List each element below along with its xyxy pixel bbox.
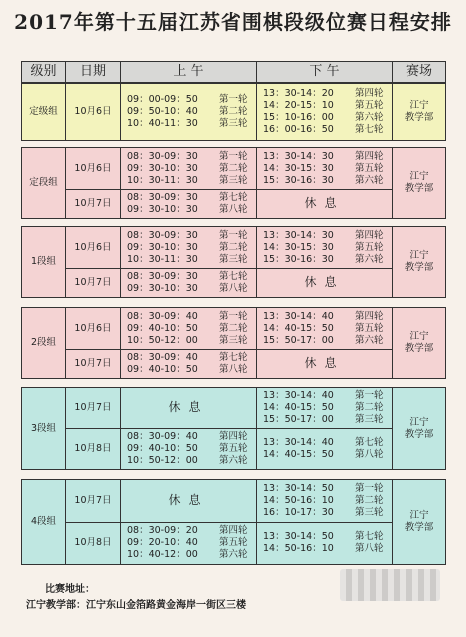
pm-schedule-cell: [257, 84, 393, 141]
round-slot: [127, 242, 256, 254]
address-label: 比赛地址：: [45, 584, 95, 595]
group-name: 定级组: [22, 84, 66, 141]
am-schedule-cell: [121, 190, 257, 219]
round-slot: [263, 88, 392, 100]
venue-name: 江宁 教学部: [393, 84, 446, 141]
group-block-4: [21, 307, 445, 379]
rest-label: 休息: [304, 356, 345, 371]
round-slot: [127, 94, 256, 106]
pm-schedule-cell: [257, 480, 393, 523]
group-name: 1段组: [22, 227, 66, 298]
round-slot: [263, 124, 392, 136]
round-time: 09：50-10：40: [127, 106, 198, 117]
round-label: 第七轮: [219, 352, 248, 364]
round-time: 09：30-10：30: [127, 241, 198, 253]
round-slot: [127, 271, 256, 283]
rest-label: 休息: [168, 400, 209, 414]
header-date: 日期: [66, 62, 121, 83]
round-slot: [127, 254, 256, 266]
group-block-2: [21, 147, 445, 219]
round-time: 13：30-14：30: [263, 150, 334, 162]
round-time: 13：30-14：40: [263, 390, 334, 401]
round-slot: [127, 230, 256, 242]
round-time: 13：30-14：40: [263, 437, 334, 448]
schedule-row: [22, 148, 446, 190]
round-time: 10：40-12：00: [127, 549, 198, 561]
round-slot: [263, 311, 392, 323]
round-slot: [127, 163, 256, 175]
schedule-row: [22, 480, 446, 523]
venue-name: 江宁 教学部: [393, 308, 446, 379]
schedule-row: [22, 388, 446, 429]
round-time: 14：40-15：50: [263, 322, 334, 334]
round-slot: [263, 242, 392, 254]
day-date: 10月7日: [66, 350, 121, 379]
round-slot: [127, 311, 256, 323]
round-slot: [127, 525, 256, 537]
round-label: 第四轮: [355, 88, 384, 99]
round-label: 第四轮: [355, 150, 384, 162]
day-date: 10月7日: [66, 190, 121, 219]
round-slot: [263, 230, 392, 242]
round-time: 14：30-15：30: [263, 241, 334, 253]
round-label: 第六轮: [219, 549, 248, 561]
round-slot: [263, 163, 392, 175]
pm-schedule-cell: [257, 350, 393, 379]
group-name: 2段组: [22, 308, 66, 379]
round-time: 16：00-16：50: [263, 124, 334, 135]
round-slot: [127, 335, 256, 347]
round-label: 第五轮: [355, 241, 384, 253]
day-date: 10月7日: [66, 269, 121, 298]
round-time: 10：50-12：00: [127, 455, 198, 466]
round-time: 13：30-14：40: [263, 310, 334, 322]
round-slot: [127, 549, 256, 561]
pm-schedule-cell: [257, 148, 393, 190]
header-venue: 赛场: [393, 62, 446, 83]
page-title: 2017年第十五届江苏省围棋段级位赛日程安排: [14, 10, 452, 34]
group-block-3: [21, 226, 445, 298]
rest-label: 休息: [168, 492, 209, 507]
round-label: 第四轮: [219, 525, 248, 537]
round-label: 第三轮: [219, 174, 248, 186]
pm-schedule-cell: [257, 429, 393, 470]
pm-schedule-cell: [257, 269, 393, 298]
round-label: 第七轮: [355, 124, 384, 135]
round-time: 14：50-16：10: [263, 543, 334, 555]
round-label: 第一轮: [355, 482, 384, 494]
day-date: 10月7日: [66, 388, 121, 429]
round-label: 第六轮: [355, 334, 384, 346]
schedule-row: [22, 190, 446, 219]
round-slot: [263, 531, 392, 543]
round-label: 第一轮: [219, 310, 248, 322]
round-slot: [263, 175, 392, 187]
round-time: 16：10-17：30: [263, 506, 334, 518]
round-slot: [127, 204, 256, 216]
round-slot: [263, 335, 392, 347]
round-label: 第一轮: [219, 229, 248, 241]
pm-schedule-cell: [257, 227, 393, 269]
round-label: 第八轮: [219, 204, 248, 216]
round-time: 14：20-15：10: [263, 100, 334, 111]
round-slot: [127, 106, 256, 118]
round-time: 10：40-11：30: [127, 118, 198, 129]
round-label: 第二轮: [219, 241, 248, 253]
round-time: 09：30-10：30: [127, 283, 198, 295]
round-time: 13：30-14：30: [263, 229, 334, 241]
round-time: 08：30-09：40: [127, 352, 198, 364]
group-name: 定段组: [22, 148, 66, 219]
round-time: 08：30-09：30: [127, 229, 198, 241]
round-slot: [127, 192, 256, 204]
round-slot: [127, 431, 256, 443]
day-date: 10月6日: [66, 84, 121, 141]
round-label: 第六轮: [219, 455, 248, 466]
round-label: 第五轮: [355, 322, 384, 334]
round-label: 第六轮: [355, 253, 384, 265]
schedule-header: [21, 61, 445, 83]
round-label: 第一轮: [219, 94, 248, 105]
round-label: 第一轮: [219, 150, 248, 162]
round-label: 第二轮: [355, 402, 384, 413]
round-slot: [127, 537, 256, 549]
round-label: 第八轮: [355, 543, 384, 555]
round-time: 08：30-09：40: [127, 310, 198, 322]
round-label: 第三轮: [219, 118, 248, 129]
round-slot: [127, 151, 256, 163]
day-date: 10月6日: [66, 148, 121, 190]
round-label: 第五轮: [355, 100, 384, 111]
am-schedule-cell: [121, 84, 257, 141]
am-schedule-cell: [121, 308, 257, 350]
round-time: 15：10-16：00: [263, 112, 334, 123]
round-time: 13：30-14：20: [263, 88, 334, 99]
round-label: 第二轮: [219, 162, 248, 174]
round-slot: [263, 254, 392, 266]
round-time: 08：30-09：40: [127, 431, 198, 442]
round-slot: [263, 100, 392, 112]
round-slot: [127, 283, 256, 295]
schedule-row: [22, 84, 446, 141]
round-label: 第六轮: [355, 112, 384, 123]
round-label: 第八轮: [355, 449, 384, 460]
rest-label: 休息: [304, 275, 345, 290]
round-label: 第四轮: [219, 431, 248, 442]
round-time: 14：40-15：50: [263, 449, 334, 460]
day-date: 10月6日: [66, 308, 121, 350]
round-time: 09：30-10：30: [127, 162, 198, 174]
schedule-row: [22, 429, 446, 470]
group-block-6: [21, 479, 445, 565]
round-time: 10：50-12：00: [127, 334, 198, 346]
round-time: 14：30-15：30: [263, 162, 334, 174]
schedule-row: [22, 350, 446, 379]
round-time: 13：30-14：50: [263, 531, 334, 543]
round-time: 08：30-09：30: [127, 150, 198, 162]
am-schedule-cell: [121, 522, 257, 565]
am-schedule-cell: [121, 148, 257, 190]
am-schedule-cell: [121, 429, 257, 470]
round-label: 第五轮: [219, 443, 248, 454]
venue-name: 江宁 教学部: [393, 480, 446, 565]
round-time: 08：30-09：20: [127, 525, 198, 537]
schedule-row: [22, 308, 446, 350]
group-name: 4段组: [22, 480, 66, 565]
day-date: 10月8日: [66, 429, 121, 470]
round-time: 15：30-16：30: [263, 174, 334, 186]
round-time: 09：40-10：50: [127, 443, 198, 454]
round-slot: [263, 151, 392, 163]
round-label: 第七轮: [355, 437, 384, 448]
day-date: 10月7日: [66, 480, 121, 523]
round-label: 第六轮: [355, 174, 384, 186]
pm-schedule-cell: [257, 388, 393, 429]
round-slot: [127, 118, 256, 130]
schedule-row: [22, 522, 446, 565]
am-schedule-cell: [121, 350, 257, 379]
round-time: 15：50-17：00: [263, 334, 334, 346]
round-slot: [127, 352, 256, 364]
am-schedule-cell: [121, 227, 257, 269]
blurred-watermark: [340, 569, 440, 601]
pm-schedule-cell: [257, 190, 393, 219]
round-slot: [263, 437, 392, 449]
round-time: 10：30-11：30: [127, 253, 198, 265]
round-label: 第三轮: [355, 506, 384, 518]
round-time: 09：20-10：40: [127, 537, 198, 549]
schedule-row: [22, 227, 446, 269]
round-time: 10：30-11：30: [127, 174, 198, 186]
round-label: 第五轮: [355, 162, 384, 174]
rest-label: 休息: [304, 196, 345, 211]
round-slot: [263, 323, 392, 335]
round-label: 第四轮: [355, 310, 384, 322]
venue-name: 江宁 教学部: [393, 148, 446, 219]
round-label: 第二轮: [355, 494, 384, 506]
round-time: 09：40-10：50: [127, 322, 198, 334]
round-time: 09：30-10：30: [127, 204, 198, 216]
day-date: 10月8日: [66, 522, 121, 565]
round-label: 第二轮: [219, 106, 248, 117]
round-label: 第五轮: [219, 537, 248, 549]
round-slot: [127, 364, 256, 376]
round-time: 14：50-16：10: [263, 494, 334, 506]
day-date: 10月6日: [66, 227, 121, 269]
pm-schedule-cell: [257, 308, 393, 350]
round-slot: [263, 390, 392, 402]
round-slot: [127, 455, 256, 467]
am-schedule-cell: [121, 269, 257, 298]
round-time: 09：40-10：50: [127, 364, 198, 376]
round-slot: [263, 483, 392, 495]
round-slot: [263, 449, 392, 461]
round-time: 15：30-16：30: [263, 253, 334, 265]
header-am: 上 午: [121, 62, 257, 83]
round-slot: [263, 507, 392, 519]
round-slot: [263, 112, 392, 124]
round-time: 08：30-09：30: [127, 192, 198, 204]
round-time: 09：00-09：50: [127, 94, 198, 105]
schedule-row: [22, 269, 446, 298]
round-slot: [127, 323, 256, 335]
round-label: 第四轮: [355, 229, 384, 241]
round-slot: [263, 402, 392, 414]
group-block-5: [21, 387, 445, 470]
am-schedule-cell: [121, 388, 257, 429]
round-label: 第七轮: [219, 192, 248, 204]
venue-name: 江宁 教学部: [393, 388, 446, 470]
header-pm: 下 午: [257, 62, 393, 83]
header-level: 级别: [22, 62, 66, 83]
round-label: 第七轮: [355, 531, 384, 543]
pm-schedule-cell: [257, 522, 393, 565]
group-name: 3段组: [22, 388, 66, 470]
am-schedule-cell: [121, 480, 257, 523]
round-time: 15：50-17：00: [263, 414, 334, 425]
round-slot: [263, 495, 392, 507]
round-slot: [127, 443, 256, 455]
round-label: 第三轮: [219, 253, 248, 265]
address-text: 江宁教学部：江宁东山金箔路黄金海岸一街区三楼: [26, 600, 246, 611]
round-time: 13：30-14：50: [263, 482, 334, 494]
group-block-1: [21, 83, 445, 141]
round-label: 第三轮: [355, 414, 384, 425]
round-slot: [263, 543, 392, 555]
round-label: 第八轮: [219, 364, 248, 376]
round-label: 第一轮: [355, 390, 384, 401]
venue-name: 江宁 教学部: [393, 227, 446, 298]
round-label: 第三轮: [219, 334, 248, 346]
round-label: 第二轮: [219, 322, 248, 334]
round-time: 14：40-15：50: [263, 402, 334, 413]
round-slot: [127, 175, 256, 187]
round-label: 第七轮: [219, 271, 248, 283]
round-slot: [263, 414, 392, 426]
round-time: 08：30-09：30: [127, 271, 198, 283]
round-label: 第八轮: [219, 283, 248, 295]
